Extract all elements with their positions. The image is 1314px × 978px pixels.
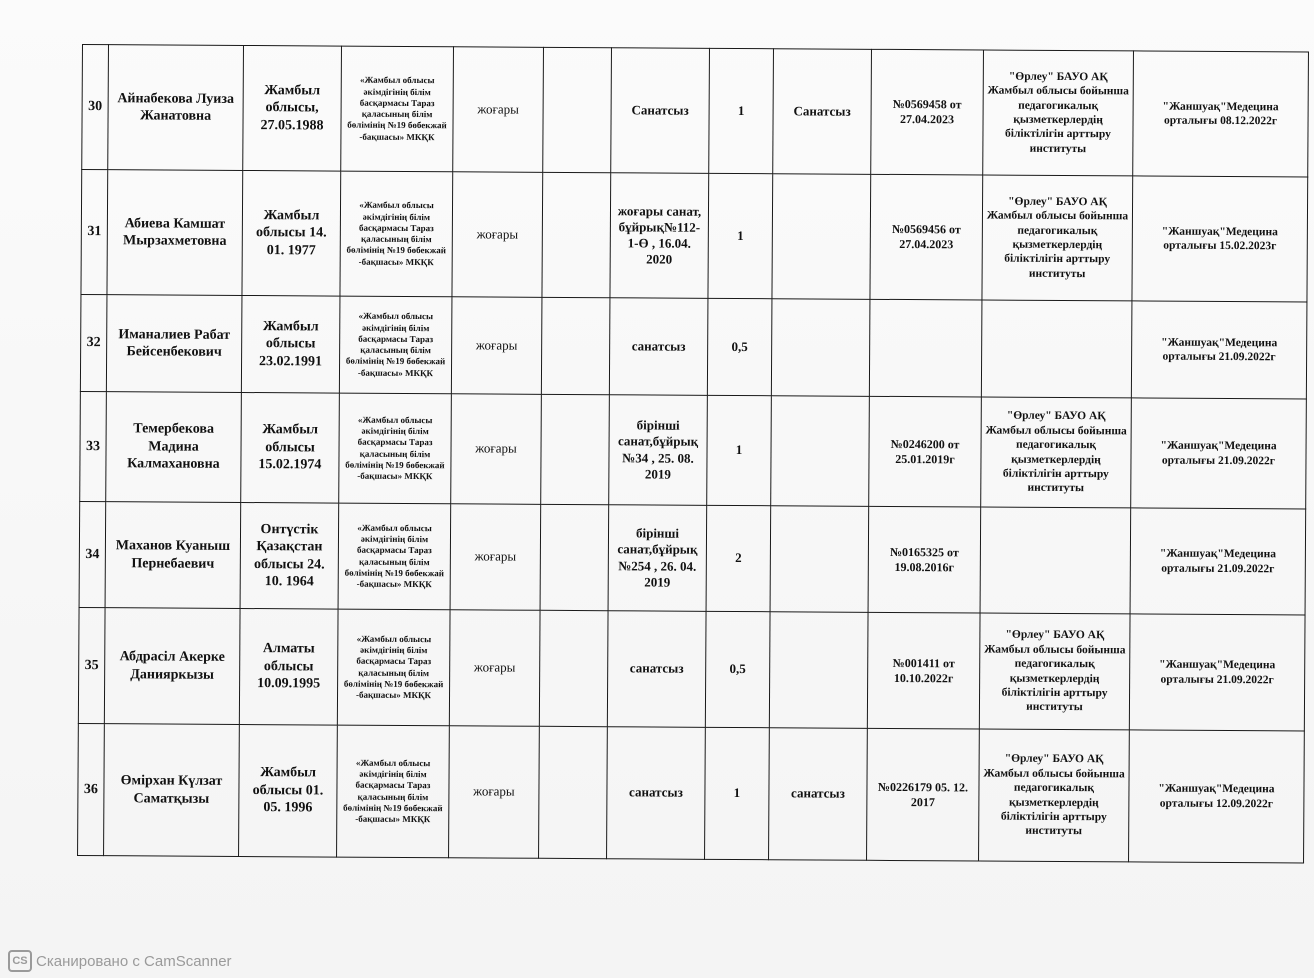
category-secondary-cell bbox=[771, 299, 870, 397]
birth-place-date-cell: Жамбыл облысы 14. 01. 1977 bbox=[242, 170, 341, 296]
education-cell: жоғары bbox=[451, 394, 542, 505]
education-cell: жоғары bbox=[449, 726, 540, 859]
table-row bbox=[82, 45, 1309, 177]
birth-place-date-cell: Жамбыл облысы 15.02.1974 bbox=[241, 392, 340, 503]
empty-cell-cell bbox=[539, 610, 608, 726]
medical-check-cell: "Жаншуақ"Медецина орталығы 21.09.2022г bbox=[1129, 614, 1305, 731]
full-name-cell: Абдрасіл Акерке Данияркызы bbox=[104, 608, 240, 725]
category-secondary-cell bbox=[772, 174, 871, 300]
table-row bbox=[80, 294, 1307, 398]
table-row bbox=[79, 501, 1306, 614]
birth-place-date-cell: Жамбыл облысы 23.02.1991 bbox=[241, 295, 340, 393]
medical-check-cell: "Жаншуақ"Медецина орталығы 12.09.2022г bbox=[1129, 730, 1305, 863]
row-number-cell: 31 bbox=[81, 170, 108, 295]
empty-cell-cell bbox=[540, 504, 609, 610]
row-number-cell: 35 bbox=[78, 607, 105, 723]
certificate-cell: №0165325 от 19.08.2016г bbox=[868, 506, 981, 613]
experience-cell: 1 bbox=[707, 395, 772, 505]
experience-cell: 2 bbox=[706, 505, 771, 611]
empty-cell-cell bbox=[539, 726, 608, 858]
category-secondary-cell: Санатсыз bbox=[773, 49, 872, 175]
medical-check-cell: "Жаншуақ"Медецина орталығы 15.02.2023г bbox=[1132, 176, 1308, 302]
medical-check-cell: "Жаншуақ"Медецина орталығы 21.09.2022г bbox=[1131, 398, 1307, 509]
category-cell: бірінші санат,бұйрық №34 , 25. 08. 2019 bbox=[609, 395, 708, 506]
certificate-cell bbox=[869, 299, 982, 397]
table-body bbox=[78, 45, 1309, 863]
row-number-cell: 30 bbox=[82, 45, 109, 170]
medical-check-cell: "Жаншуақ"Медецина орталығы 08.12.2022г bbox=[1133, 51, 1309, 177]
row-number-cell: 33 bbox=[80, 391, 107, 501]
empty-cell-cell bbox=[541, 394, 610, 504]
empty-cell-cell bbox=[543, 47, 612, 172]
camscanner-watermark bbox=[8, 950, 232, 972]
certificate-cell: №0569456 от 27.04.2023 bbox=[870, 174, 983, 300]
category-secondary-cell bbox=[771, 396, 870, 507]
organization-cell: «Жамбыл облысы әкімдігінің білім басқармасы Тараз қаласының білім бөлімінің №19 бөбекжай -бақшасы» МКҚК bbox=[339, 393, 452, 504]
row-number-cell: 34 bbox=[79, 501, 106, 607]
medical-check-cell: "Жаншуақ"Медецина орталығы 21.09.2022г bbox=[1131, 301, 1307, 399]
birth-place-date-cell: Жамбыл облысы, 27.05.1988 bbox=[243, 45, 342, 171]
organization-cell: «Жамбыл облысы әкімдігінің білім басқармасы Тараз қаласының білім бөлімінің №19 бөбекжай -бақшасы» МКҚК bbox=[338, 503, 451, 610]
training-institute-cell: "Өрлеу" БАУО АҚ Жамбыл облысы бойынша педагогикалық қызметкерлердің біліктілігін арттыру институты bbox=[979, 729, 1130, 862]
training-institute-cell: "Өрлеу" БАУО АҚ Жамбыл облысы бойынша педагогикалық қызметкерлердің біліктілігін арттыру институты bbox=[982, 175, 1133, 301]
experience-cell: 1 bbox=[708, 173, 773, 298]
organization-cell: «Жамбыл облысы әкімдігінің білім басқармасы Тараз қаласының білім бөлімінің №19 бөбекжай -бақшасы» МКҚК bbox=[339, 296, 452, 394]
full-name-cell: Иманалиев Рабат Бейсенбекович bbox=[106, 295, 242, 393]
education-cell: жоғары bbox=[450, 504, 541, 611]
row-number-cell: 36 bbox=[78, 723, 105, 855]
full-name-cell: Темербекова Мадина Калмахановна bbox=[106, 392, 242, 503]
birth-place-date-cell: Алматы облысы 10.09.1995 bbox=[239, 608, 338, 725]
category-cell: санатсыз bbox=[609, 298, 708, 396]
full-name-cell: Айнабекова Луиза Жанатовна bbox=[108, 45, 244, 171]
category-secondary-cell: санатсыз bbox=[769, 728, 868, 861]
medical-check-cell: "Жаншуақ"Медецина орталығы 21.09.2022г bbox=[1130, 508, 1306, 615]
full-name-cell: Абиева Камшат Мырзахметовна bbox=[107, 170, 243, 296]
certificate-cell: №0246200 от 25.01.2019г bbox=[869, 396, 982, 507]
experience-cell: 1 bbox=[705, 727, 770, 859]
empty-cell-cell bbox=[542, 172, 611, 297]
organization-cell: «Жамбыл облысы әкімдігінің білім басқармасы Тараз қаласының білім бөлімінің №19 бөбекжай -бақшасы» МКҚК bbox=[337, 725, 450, 858]
category-cell: санатсыз bbox=[607, 727, 706, 860]
category-cell: жоғары санат, бұйрық№112-1-Ө , 16.04. 2020 bbox=[610, 173, 709, 299]
birth-place-date-cell: Жамбыл облысы 01. 05. 1996 bbox=[239, 724, 338, 857]
birth-place-date-cell: Онтүстік Қазақстан облысы 24. 10. 1964 bbox=[240, 502, 339, 609]
camscanner-logo-icon: CS bbox=[8, 950, 32, 972]
table-row bbox=[81, 170, 1308, 302]
category-cell: бірінші санат,бұйрық №254 , 26. 04. 2019 bbox=[608, 505, 707, 612]
training-institute-cell: "Өрлеу" БАУО АҚ Жамбыл облысы бойынша педагогикалық қызметкерлердің біліктілігін арттыру институты bbox=[979, 613, 1130, 730]
scan-caption: Сканировано с CamScanner bbox=[36, 952, 232, 970]
organization-cell: «Жамбыл облысы әкімдігінің білім басқармасы Тараз қаласының білім бөлімінің №19 бөбекжай -бақшасы» МКҚК bbox=[341, 46, 454, 172]
table-row bbox=[80, 391, 1307, 508]
training-institute-cell bbox=[981, 300, 1132, 398]
full-name-cell: Маханов Куаныш Пернебаевич bbox=[105, 502, 241, 609]
organization-cell: «Жамбыл облысы әкімдігінің білім басқармасы Тараз қаласының білім бөлімінің №19 бөбекжай -бақшасы» МКҚК bbox=[337, 609, 450, 726]
category-secondary-cell bbox=[770, 506, 869, 613]
staff-table bbox=[77, 44, 1309, 863]
education-cell: жоғары bbox=[452, 172, 543, 298]
certificate-cell: №001411 от 10.10.2022г bbox=[867, 612, 980, 729]
experience-cell: 0,5 bbox=[707, 298, 772, 395]
training-institute-cell: "Өрлеу" БАУО АҚ Жамбыл облысы бойынша педагогикалық қызметкерлердің біліктілігін арттыру институты bbox=[981, 397, 1132, 508]
education-cell: жоғары bbox=[451, 297, 542, 395]
certificate-cell: №0226179 05. 12. 2017 bbox=[867, 728, 980, 861]
empty-cell-cell bbox=[541, 297, 610, 394]
row-number-cell: 32 bbox=[80, 294, 107, 391]
category-cell: Санатсыз bbox=[611, 48, 710, 174]
organization-cell: «Жамбыл облысы әкімдігінің білім басқармасы Тараз қаласының білім бөлімінің №19 бөбекжай -бақшасы» МКҚК bbox=[340, 171, 453, 297]
training-institute-cell bbox=[980, 507, 1131, 614]
table-row bbox=[78, 607, 1305, 730]
table-row bbox=[78, 723, 1305, 862]
category-cell: санатсыз bbox=[607, 611, 706, 728]
category-secondary-cell bbox=[769, 612, 868, 729]
experience-cell: 0,5 bbox=[705, 611, 770, 727]
education-cell: жоғары bbox=[449, 610, 540, 727]
full-name-cell: Өмірхан Күлзат Саматқызы bbox=[104, 724, 240, 857]
education-cell: жоғары bbox=[453, 47, 544, 173]
experience-cell: 1 bbox=[709, 48, 774, 173]
certificate-cell: №0569458 от 27.04.2023 bbox=[871, 49, 984, 175]
training-institute-cell: "Өрлеу" БАУО АҚ Жамбыл облысы бойынша педагогикалық қызметкерлердің біліктілігін арттыру институты bbox=[983, 50, 1134, 176]
